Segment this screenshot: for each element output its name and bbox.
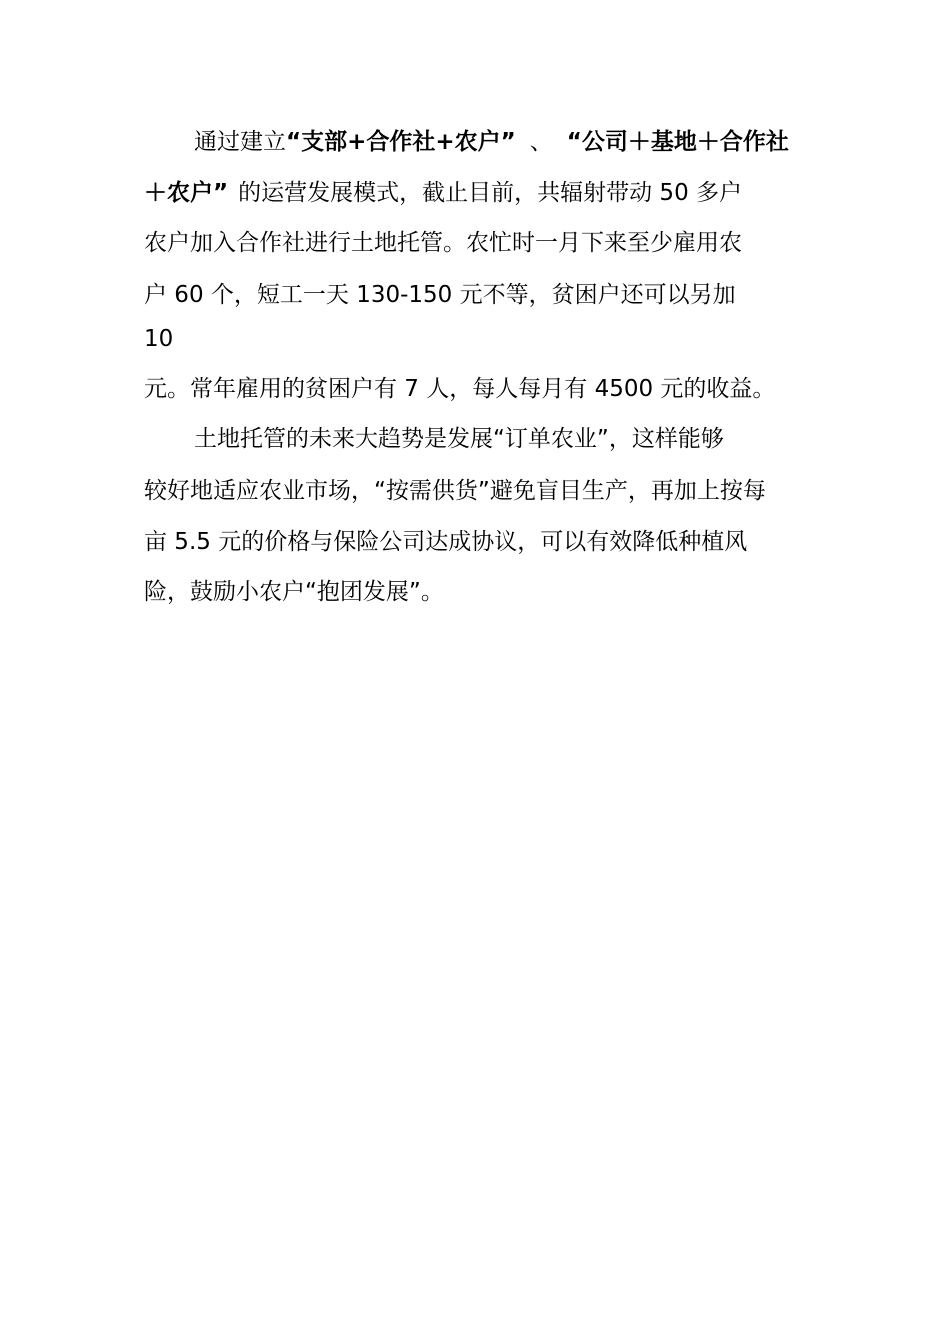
bold-quote-1: “支部+合作社+农户” [286, 129, 516, 155]
bold-quote-2: “公司＋基地＋合作社 [566, 129, 789, 155]
paragraph-2-line-3: 亩 5.5 元的价格与保险公司达成协议，可以有效降低种植风 [144, 529, 748, 555]
paragraph-1-line-1 [194, 127, 789, 157]
paragraph-2-line-2: 较好地适应农业市场，“按需供货”避免盲目生产，再加上按每 [144, 478, 766, 504]
text-run: 通过建立 [194, 129, 286, 155]
paragraph-1-line-4: 户 60 个，短工一天 130-150 元不等，贫困户还可以另加 [144, 282, 736, 308]
bold-quote-2-end: ＋农户” [144, 180, 229, 206]
paragraph-1-line-5: 10 [144, 326, 174, 352]
paragraph-1-line-2 [144, 178, 742, 208]
paragraph-2-line-4: 险，鼓励小农户“抱团发展”。 [144, 579, 444, 605]
paragraph-1-line-6: 元。常年雇用的贫困户有 7 人，每人每月有 4500 元的收益。 [144, 376, 776, 402]
paragraph-1-line-3: 农户加入合作社进行土地托管。农忙时一月下来至少雇用农 [144, 230, 742, 256]
paragraph-2-line-1: 土地托管的未来大趋势是发展“订单农业”，这样能够 [194, 426, 724, 452]
separator: 、 [529, 129, 553, 155]
text-run: 的运营发展模式，截止目前，共辐射带动 50 多户 [238, 180, 743, 206]
